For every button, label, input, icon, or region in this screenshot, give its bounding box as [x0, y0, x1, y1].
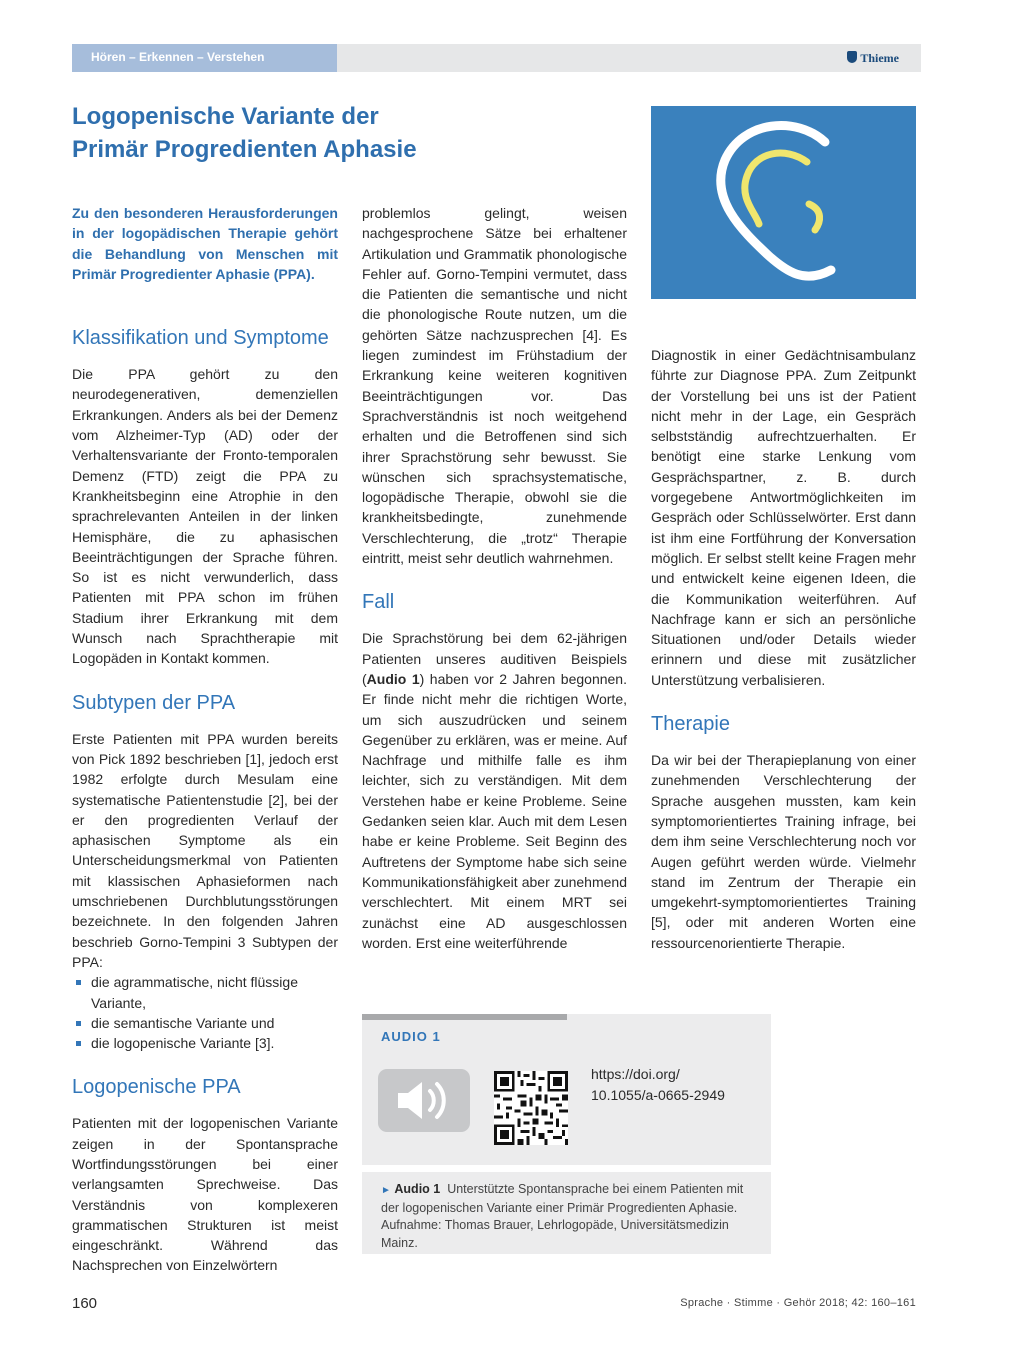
- list-item: die agrammatische, nicht flüssige Variante,: [72, 972, 338, 1013]
- audio-label: AUDIO 1: [381, 1029, 441, 1044]
- column-middle: [362, 203, 627, 953]
- section-tab: [72, 44, 337, 72]
- caption-text: Unterstützte Spontansprache bei einem Patienten mit der logopenischen Variante einer Primär Progredienten Aphasie. Aufnahme: Thomas Brauer, Lehrlogopäde, Universitätsmedizin Mainz.: [381, 1182, 744, 1250]
- fall-text-start: Die Sprachstörung bei dem 62-jährigen Patienten unseres auditiven Beispiels (: [362, 630, 627, 687]
- audio-box: [362, 1014, 771, 1165]
- list-item: die logopenische Variante [3].: [72, 1033, 338, 1053]
- audio-box-divider: [362, 1014, 567, 1020]
- thieme-shield-icon: [847, 51, 857, 63]
- paragraph-fall: [362, 628, 627, 953]
- paragraph-diagnostik: Diagnostik in einer Gedächtnisambulanz führte zur Diagnose PPA. Zum Zeitpunkt der Vorstellung bei uns ist der Patient nicht mehr in der Lage, ein Gespräch selbstständig aufrechtzuerhalten. Er benötigt eine starke Lenkung vom Gesprächspartner, z. B. durch vorgegebene Antwortmöglichkeiten im Gespräch oder Schlüsselwörter. Erst dann ist ihm eine Fortführung der Konversation möglich. Er selbst stellt keine Fragen mehr und entwickelt keine eigenen Ideen, die die Kommunikation weiterführen. Auf Nachfrage kann er sich an persönliche Situationen und/oder Details wieder erinnern und diese mit zusätzlicher Unterstützung verbalisieren.: [651, 347, 916, 688]
- paragraph-klassifikation: Die PPA gehört zu den neurodegenerativen, demenziellen Erkrankungen. Anders als bei der Demenz vom Alzheimer-Typ (AD) oder der Verhaltensvariante der Fronto-temporalen Demenz (FTD) zeigt die PPA zu Krankheitsbeginn eine Atrophie in den sprachrelevanten Anteilen in der linken Hemisphäre, die zu aphasischen Beeinträchtigungen der Sprache führen. So ist es nicht verwunderlich, dass Patienten mit PPA schon im frühen Stadium ihrer Erkrankung mit dem Wunsch nach Sprachtherapie mit Logopäden in Kontakt kommen.: [72, 366, 338, 667]
- play-audio-button[interactable]: [378, 1069, 470, 1132]
- subtype-list: [72, 972, 338, 1053]
- heading-klassifikation: Klassifikation und Symptome: [72, 327, 329, 350]
- journal-citation: Sprache · Stimme · Gehör 2018; 42: 160–161: [680, 1297, 916, 1309]
- publisher-logo: [847, 51, 899, 66]
- heading-therapie: Therapie: [651, 713, 730, 736]
- caption-arrow-icon: ►: [381, 1185, 391, 1196]
- heading-fall: Fall: [362, 591, 395, 614]
- article-title: [72, 100, 632, 166]
- paragraph-continuation: problemlos gelingt, weisen nachgesprochene Sätze bei erhaltener Artikulation und Grammatik phonologische Fehler auf. Gorno-Tempini vermutet, dass die Patienten die semantische und nicht die phonologische Route nutzen, um die gehörten Sätze nachzusprechen [4]. Es liegen zumindest im Frühstadium der Erkrankung keine weiteren kognitiven Beeinträchtigungen vor. Das Sprachverständnis ist noch weitgehend erhalten und die Betroffenen sind sich ihrer Sprachstörung sehr bewusst. Sie wünschen sich sprachsystematische, logopädische Therapie, obwohl sie die krankheitsbedingte, zunehmende Verschlechterung, die „trotz“ Therapie eintritt, meist sehr deutlich wahrnehmen.: [362, 205, 627, 567]
- page-number: 160: [72, 1295, 98, 1312]
- ear-illustration: [651, 106, 916, 299]
- doi-line-1: https://doi.org/: [591, 1066, 680, 1082]
- running-header: [72, 44, 921, 72]
- heading-logopenisch: Logopenische PPA: [72, 1076, 241, 1099]
- caption-label: Audio 1: [394, 1182, 441, 1196]
- ear-icon: [651, 106, 916, 299]
- paragraph-subtypen: Erste Patienten mit PPA wurden bereits von Pick 1892 beschrieben [1], jedoch erst 1982 erfolgte durch Mesulam eine systematische Patientenstudie [2], bei der er den progredienten Verlauf der aphasischen Symptome als ein Unterscheidungsmerkmal von Patienten mit klassischen Aphasieformen nach umschriebenen Durchblutungsstörungen bezeichnete. In den folgenden Jahren beschrieb Gorno-Tempini 3 Subtypen der PPA:: [72, 730, 338, 970]
- paragraph-therapie: Da wir bei der Therapieplanung von einer zunehmenden Verschlechterung der Sprache ausgehen mussten, kam kein symptomorientiertes Training infrage, bei dem ihm seine Verschlechterung noch vor Augen geführt werden würde. Vielmehr stand im Zentrum der Therapie ein umgekehrt-symptomorientiertes Training [5], oder mit anderen Worten eine ressourcenorientierte Therapie.: [651, 752, 916, 951]
- section-title: Hören – Erkennen – Verstehen: [91, 50, 265, 64]
- qr-code-icon[interactable]: [494, 1071, 568, 1145]
- heading-subtypen: Subtypen der PPA: [72, 691, 236, 714]
- column-right: [651, 345, 916, 953]
- list-item: die semantische Variante und: [72, 1013, 338, 1033]
- paragraph-logopenisch: Patienten mit der logopenischen Variante zeigen in der Spontansprache Wortfindungsstörungen bei einer verlangsamten Sprechweise. Das Verständnis von komplexeren grammatischen Strukturen ist meist eingeschränkt. Während das Nachsprechen von Einzelwörtern: [72, 1115, 338, 1274]
- doi-link[interactable]: [591, 1064, 725, 1106]
- audio-reference-link[interactable]: Audio 1: [366, 670, 420, 687]
- lead-paragraph: Zu den besonderen Herausforderungen in der logopädischen Therapie gehört die Behandlung von Menschen mit Primär Progredienter Aphasie (PPA).: [72, 205, 338, 282]
- audio-caption: [362, 1172, 771, 1254]
- doi-line-2: 10.1055/a-0665-2949: [591, 1087, 725, 1103]
- fall-text-end: ) haben vor 2 Jahren begonnen. Er finde nicht mehr die richtigen Worte, um sich auszudrücken und seinem Gegenüber zu erklären, was er meine. Auf Nachfrage und mithilfe falle es ihm leichter, sich zu verständigen. Mit dem Verstehen habe er keine Probleme. Seine Gedanken seien klar. Auch mit dem Lesen habe er keine Probleme. Seit Beginn des Auftretens der Symptome habe sich seine Kommunikationsfähigkeit aber zunehmend verschlechtert. Mit einem MRT sei zunächst eine AD ausgeschlossen worden. Erst eine weiterführende: [362, 670, 627, 951]
- column-left: [72, 203, 338, 1276]
- title-line-1: Logopenische Variante der: [72, 103, 379, 130]
- speaker-icon: [378, 1069, 470, 1132]
- publisher-name: Thieme: [860, 51, 899, 65]
- title-line-2: Primär Progredienten Aphasie: [72, 136, 417, 163]
